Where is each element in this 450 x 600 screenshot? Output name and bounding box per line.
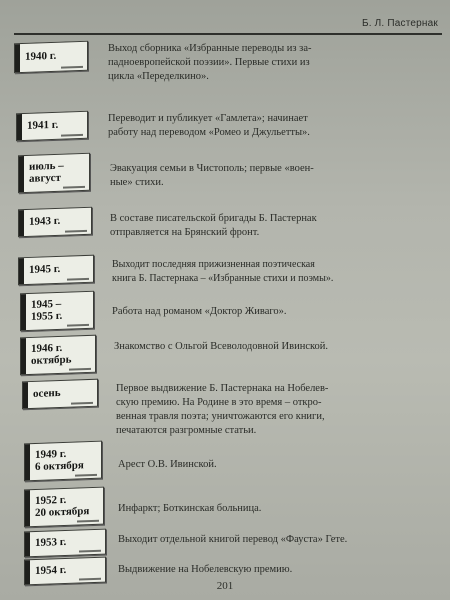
tag-bar <box>15 44 20 72</box>
header-rule <box>14 33 442 35</box>
tag-caption <box>71 402 93 405</box>
running-header <box>0 0 450 40</box>
entry-date: июль – август <box>29 159 64 185</box>
tag-caption <box>77 520 99 523</box>
entry-text: Первое выдвижение Б. Пастернака на Нобелев- скую премию. На Родине в это время – откро- венная травля поэта; уничтожаются его книги, печатаются разгромные статьи. <box>116 383 329 436</box>
entry-date: осень <box>33 386 61 400</box>
entry-date: 1952 г. 20 октября <box>35 493 90 520</box>
entry-date: 1946 г. октябрь <box>31 341 72 367</box>
tag-caption <box>67 278 89 281</box>
entry-text: Выходит отдельной книгой перевод «Фауста» Гете. <box>118 534 348 545</box>
entry-date: 1954 г. <box>35 563 67 578</box>
date-tag <box>24 529 106 558</box>
tag-bar <box>17 114 22 140</box>
tag-bar <box>21 294 26 330</box>
entry-text: Знакомство с Ольгой Всеволодовной Ивинской. <box>114 341 329 352</box>
entry-text: Переводит и публикует «Гамлета»; начинает работу над переводом «Ромео и Джульетты». <box>108 113 310 138</box>
entry-text: Инфаркт; Боткинская больница. <box>118 503 262 514</box>
date-tag <box>24 441 102 482</box>
entry-text: Выход сборника «Избранные переводы из за- падноевропейской поэзии». Первые стихи из цикла «Переделкино». <box>108 43 312 82</box>
tag-bar <box>25 490 30 526</box>
entry-date: 1943 г. <box>29 214 61 228</box>
entry-date: 1945 – 1955 г. <box>31 297 63 323</box>
tag-bar <box>25 532 30 556</box>
tag-caption <box>67 324 89 327</box>
date-tag <box>18 207 92 238</box>
entry-date: 1953 г. <box>35 535 67 550</box>
date-tag <box>24 487 104 528</box>
tag-caption <box>61 134 83 137</box>
tag-bar <box>19 156 24 192</box>
tag-bar <box>25 444 30 480</box>
page-number: 201 <box>216 580 234 592</box>
date-tag <box>22 379 98 410</box>
date-tag <box>18 255 94 286</box>
entry-date: 1940 г. <box>25 49 57 63</box>
entry-text: Выдвижение на Нобелевскую премию. <box>118 564 293 575</box>
tag-caption <box>75 474 97 477</box>
tag-caption <box>63 186 85 189</box>
entry-text: Эвакуация семьи в Чистополь; первые «воен- ные» стихи. <box>110 163 314 188</box>
entry-date: 1949 г. 6 октября <box>35 447 84 473</box>
tag-caption <box>65 230 87 233</box>
entry-text: Арест О.В. Ивинской. <box>118 459 217 470</box>
tag-bar <box>19 210 24 236</box>
tag-caption <box>61 66 83 69</box>
entry-text: Работа над романом «Доктор Живаго». <box>112 306 287 317</box>
entry-text: Выходит последняя прижизненная поэтическая книга Б. Пастернака – «Избранные стихи и поэмы». <box>112 259 334 284</box>
date-tag <box>18 153 90 194</box>
date-tag <box>14 41 88 74</box>
tag-caption <box>79 550 101 553</box>
entry-date: 1941 г. <box>27 118 59 132</box>
header-title: Б. Л. Пастернак <box>361 18 438 29</box>
tag-bar <box>21 338 26 374</box>
tag-bar <box>19 258 24 284</box>
entry-date: 1945 г. <box>29 262 61 276</box>
date-tag <box>20 335 96 376</box>
date-tag <box>20 291 94 332</box>
tag-caption <box>69 368 91 371</box>
date-tag <box>16 111 88 142</box>
tag-bar <box>23 382 28 408</box>
entry-text: В составе писательской бригады Б. Пастернак отправляется на Брянский фронт. <box>110 213 317 238</box>
